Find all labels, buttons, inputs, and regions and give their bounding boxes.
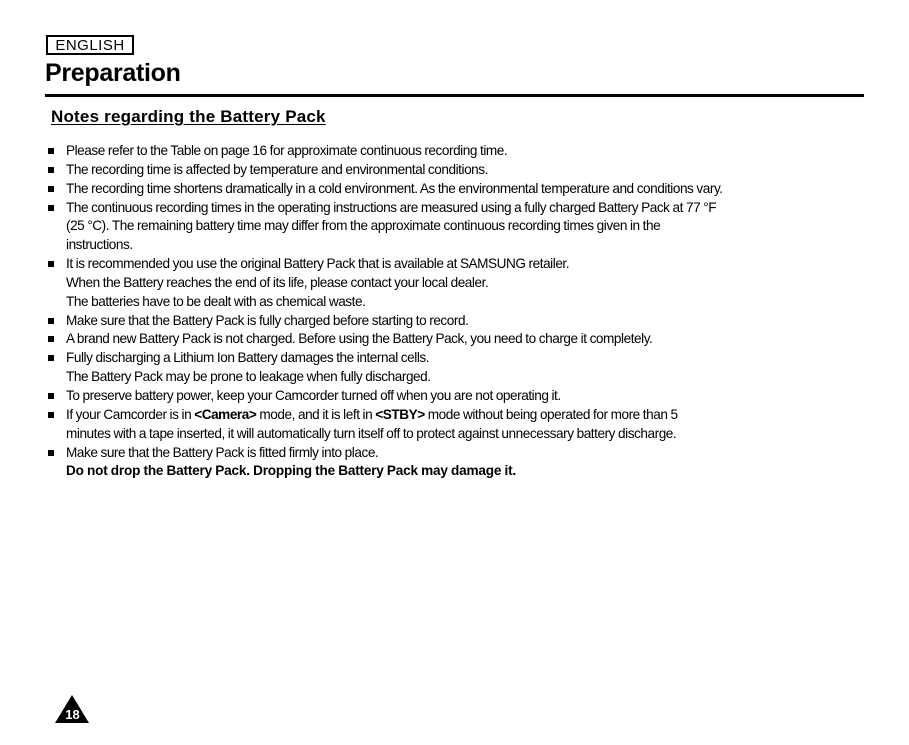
bullet-icon xyxy=(48,412,54,418)
camera-mode-label: <Camera> xyxy=(194,406,257,422)
notes-list xyxy=(48,142,853,481)
note-line: The recording time shortens dramatically in a cold environment. As the environmental temperature and conditions vary. xyxy=(66,180,723,196)
note-item xyxy=(48,180,853,199)
language-badge xyxy=(46,35,134,55)
note-item xyxy=(48,199,853,256)
bullet-icon xyxy=(48,261,54,267)
bullet-icon xyxy=(48,167,54,173)
note-line: A brand new Battery Pack is not charged. Before using the Battery Pack, you need to charge it completely. xyxy=(66,331,653,347)
page-title: Preparation xyxy=(45,59,181,87)
bullet-icon xyxy=(48,186,54,192)
note-item xyxy=(48,312,853,331)
note-text: If your Camcorder is in xyxy=(66,406,195,422)
note-line: The batteries have to be dealt with as chemical waste. xyxy=(66,293,366,309)
note-line: Fully discharging a Lithium Ion Battery damages the internal cells. xyxy=(66,350,430,366)
note-item xyxy=(48,161,853,180)
note-item xyxy=(48,349,853,387)
language-label: ENGLISH xyxy=(55,36,125,54)
note-line: The recording time is affected by temperature and environmental conditions. xyxy=(66,161,488,177)
bullet-icon xyxy=(48,318,54,324)
note-line: (25 °C). The remaining battery time may differ from the approximate continuous recording times given in the xyxy=(66,218,661,234)
bullet-icon xyxy=(48,336,54,342)
note-text: mode without being operated for more than 5 xyxy=(424,406,678,422)
note-line: Make sure that the Battery Pack is fully charged before starting to record. xyxy=(66,312,469,328)
note-line: When the Battery reaches the end of its life, please contact your local dealer. xyxy=(66,274,489,290)
note-line: To preserve battery power, keep your Camcorder turned off when you are not operating it. xyxy=(66,387,561,403)
note-line: Please refer to the Table on page 16 for approximate continuous recording time. xyxy=(66,143,508,158)
bullet-icon xyxy=(48,205,54,211)
page-number: 18 xyxy=(65,707,80,722)
note-line xyxy=(66,406,853,425)
note-item xyxy=(48,406,853,444)
note-line: It is recommended you use the original Battery Pack that is available at SAMSUNG retailer. xyxy=(66,256,570,272)
note-item xyxy=(48,387,853,406)
bullet-icon xyxy=(48,393,54,399)
section-heading: Notes regarding the Battery Pack xyxy=(51,107,326,126)
note-item xyxy=(48,142,853,161)
triangle-page-number-icon xyxy=(54,694,90,724)
note-line: instructions. xyxy=(66,237,133,253)
warning-text: Do not drop the Battery Pack. Dropping the Battery Pack may damage it. xyxy=(66,463,516,479)
note-line: Make sure that the Battery Pack is fitted firmly into place. xyxy=(66,444,379,460)
note-line: The Battery Pack may be prone to leakage when fully discharged. xyxy=(66,369,431,385)
title-divider xyxy=(45,94,864,97)
note-line: minutes with a tape inserted, it will automatically turn itself off to protect against unnecessary battery discharge. xyxy=(66,425,677,441)
note-text: mode, and it is left in xyxy=(256,406,376,422)
stby-mode-label: <STBY> xyxy=(375,406,425,422)
note-item xyxy=(48,330,853,349)
note-line: The continuous recording times in the operating instructions are measured using a fully charged Battery Pack at 77 °F xyxy=(66,199,717,215)
page-number-badge xyxy=(54,694,90,724)
note-item xyxy=(48,255,853,312)
note-item xyxy=(48,444,853,482)
bullet-icon xyxy=(48,450,54,456)
bullet-icon xyxy=(48,148,54,154)
bullet-icon xyxy=(48,355,54,361)
